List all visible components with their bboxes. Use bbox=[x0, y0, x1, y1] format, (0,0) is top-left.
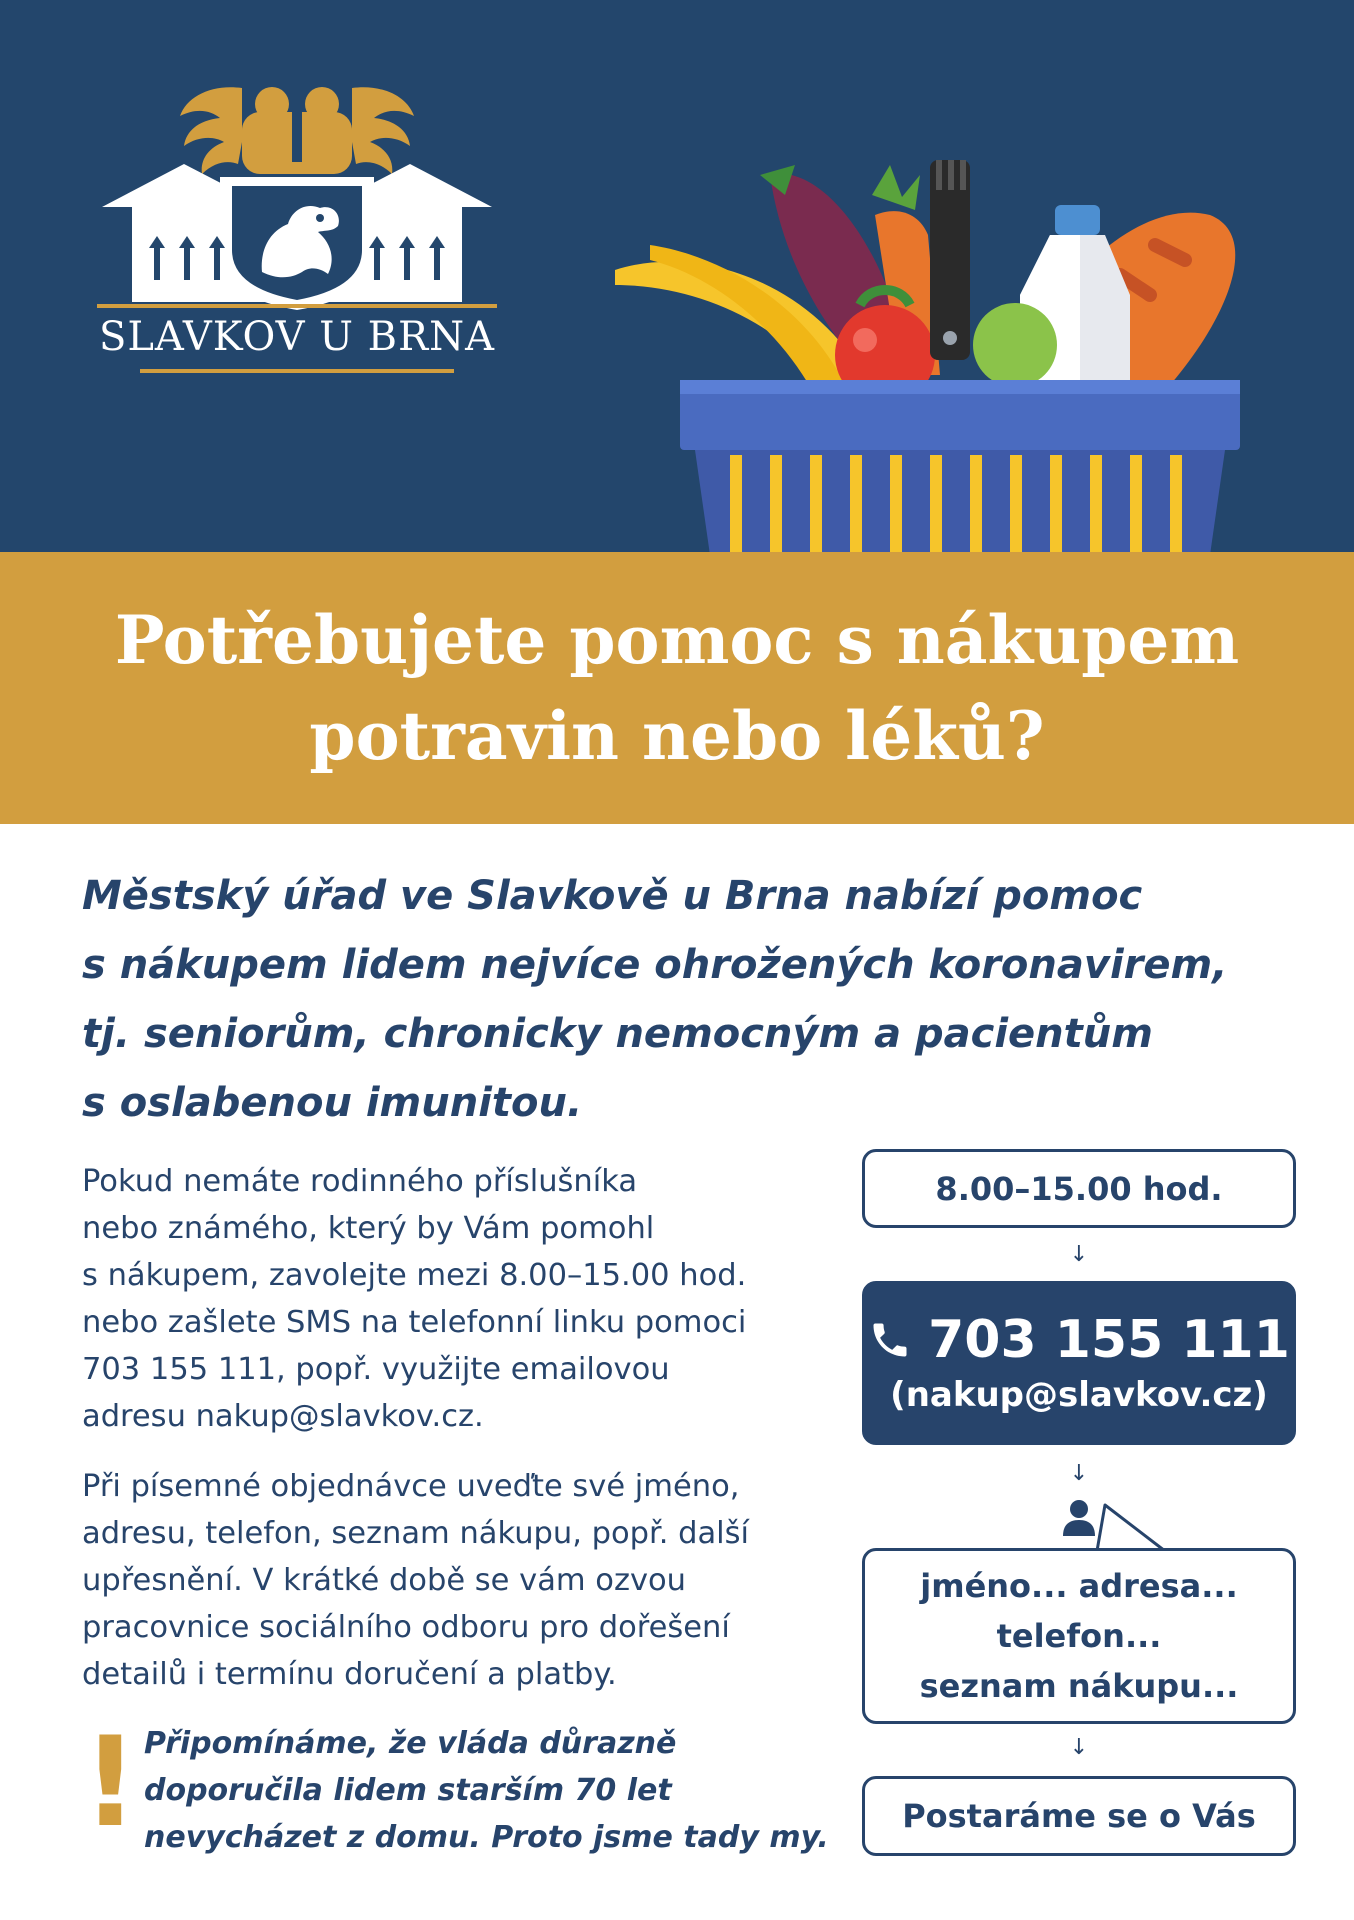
paragraph-line: detailů i termínu doručení a platby. bbox=[82, 1657, 617, 1692]
reminder-line: doporučila lidem starším 70 let bbox=[144, 1773, 672, 1808]
paragraph-line: adresu nakup@slavkov.cz. bbox=[82, 1399, 484, 1434]
grocery-basket-icon bbox=[610, 155, 1290, 552]
intro-text bbox=[82, 862, 1302, 1138]
phone-icon bbox=[868, 1318, 912, 1362]
reminder-text bbox=[144, 1720, 844, 1861]
headline-line-1: Potřebujete pomoc s nákupem bbox=[114, 601, 1240, 679]
paragraph-line: 703 155 111, popř. využijte emailovou bbox=[82, 1352, 670, 1387]
phone-number[interactable]: 703 155 111 bbox=[928, 1310, 1290, 1370]
headline-line-2: potravin nebo léků? bbox=[309, 697, 1045, 775]
speech-bubble-tail bbox=[1095, 1503, 1205, 1553]
contact-paragraph bbox=[82, 1158, 852, 1440]
paragraph-line: nebo známého, který by Vám pomohl bbox=[82, 1211, 655, 1246]
arrow-down-icon: ↓ bbox=[1069, 1461, 1089, 1486]
paragraph-line: pracovnice sociálního odboru pro dořešení bbox=[82, 1610, 730, 1645]
city-logo bbox=[92, 82, 502, 382]
hours-box bbox=[862, 1149, 1296, 1228]
paragraph-line: adresu, telefon, seznam nákupu, popř. další bbox=[82, 1516, 750, 1551]
headline-banner bbox=[0, 552, 1354, 824]
paragraph-line: s nákupem, zavolejte mezi 8.00–15.00 hod. bbox=[82, 1258, 747, 1293]
order-detail-line: seznam nákupu... bbox=[919, 1667, 1239, 1705]
reminder-line: nevycházet z domu. Proto jsme tady my. bbox=[144, 1820, 829, 1855]
intro-line: s oslabenou imunitou. bbox=[82, 1080, 583, 1126]
hours-text: 8.00–15.00 hod. bbox=[935, 1169, 1223, 1208]
exclamation-icon: ! bbox=[82, 1711, 139, 1855]
paragraph-line: upřesnění. V krátké době se vám ozvou bbox=[82, 1563, 686, 1598]
closing-text: Postaráme se o Vás bbox=[902, 1797, 1256, 1835]
email-address[interactable]: (nakup@slavkov.cz) bbox=[890, 1375, 1268, 1415]
order-detail-line: jméno... adresa... bbox=[920, 1567, 1238, 1605]
reminder-line: Připomínáme, že vláda důrazně bbox=[144, 1726, 677, 1761]
order-paragraph bbox=[82, 1463, 852, 1698]
intro-line: tj. seniorům, chronicky nemocným a pacientům bbox=[82, 1011, 1153, 1057]
order-details-box bbox=[862, 1548, 1296, 1724]
phone-box[interactable] bbox=[862, 1281, 1296, 1445]
paragraph-line: Při písemné objednávce uveďte své jméno, bbox=[82, 1469, 740, 1504]
closing-box bbox=[862, 1776, 1296, 1856]
reminder-note bbox=[82, 1711, 842, 1868]
person-icon bbox=[1060, 1498, 1098, 1538]
intro-line: s nákupem lidem nejvíce ohrožených koronavirem, bbox=[82, 942, 1228, 988]
intro-line: Městský úřad ve Slavkově u Brna nabízí pomoc bbox=[82, 873, 1143, 919]
arrow-down-icon: ↓ bbox=[1069, 1242, 1089, 1267]
hero-header bbox=[0, 0, 1354, 552]
paragraph-line: nebo zašlete SMS na telefonní linku pomoci bbox=[82, 1305, 747, 1340]
paragraph-line: Pokud nemáte rodinného příslušníka bbox=[82, 1164, 638, 1199]
phone-row bbox=[868, 1308, 1290, 1372]
arrow-down-icon: ↓ bbox=[1069, 1735, 1089, 1760]
city-name: SLAVKOV U BRNA bbox=[98, 314, 496, 360]
order-detail-line: telefon... bbox=[996, 1617, 1162, 1655]
